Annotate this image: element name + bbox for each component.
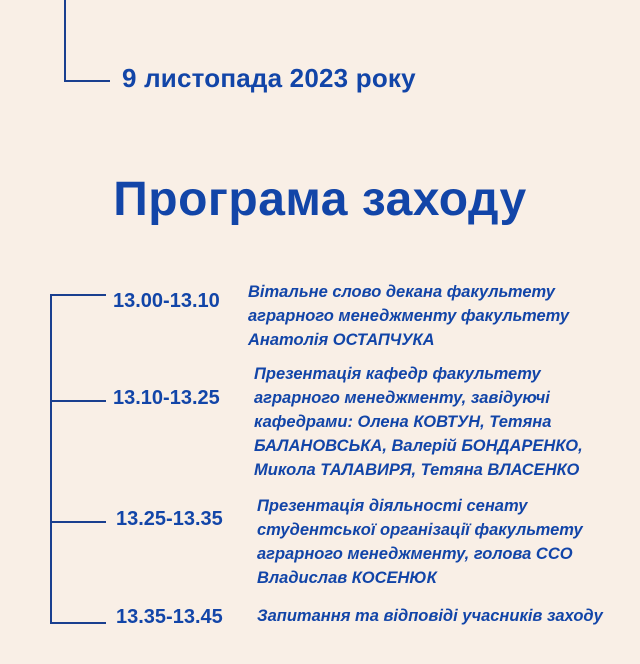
top-horizontal-line <box>64 80 110 82</box>
agenda-desc-2-line-4: БАЛАНОВСЬКА, Валерій БОНДАРЕНКО, <box>254 437 583 455</box>
agenda-time-4: 13.35-13.45 <box>116 606 223 628</box>
agenda-desc-2-line-2: аграрного менеджменту, завідуючі <box>254 389 550 407</box>
agenda-desc-1-line-3: Анатолія ОСТАПЧУКА <box>248 331 435 349</box>
agenda-desc-3-line-4: Владислав КОСЕНЮК <box>257 569 437 587</box>
agenda-time-3: 13.25-13.35 <box>116 508 223 530</box>
timeline-tick-4 <box>50 622 106 624</box>
agenda-desc-3-line-2: студентської організації факультету <box>257 521 583 539</box>
timeline-tick-3 <box>50 521 106 523</box>
agenda-desc-1-line-2: аграрного менеджменту факультету <box>248 307 570 325</box>
event-date: 9 листопада 2023 року <box>122 63 416 93</box>
agenda-desc-2-line-1: Презентація кафедр факультету <box>254 365 541 383</box>
agenda-desc-2-line-3: кафедрами: Олена КОВТУН, Тетяна <box>254 413 552 431</box>
agenda-desc-2-line-5: Микола ТАЛАВИРЯ, Тетяна ВЛАСЕНКО <box>254 461 580 479</box>
agenda-desc-1 <box>248 280 569 352</box>
agenda-desc-3-line-3: аграрного менеджменту, голова ССО <box>257 545 573 563</box>
agenda-desc-4-line-1: Запитання та відповіді учасників заходу <box>257 607 603 625</box>
timeline-tick-1 <box>50 294 106 296</box>
agenda-desc-2 <box>254 362 583 482</box>
timeline-vertical-line <box>50 294 52 624</box>
agenda-time-2: 13.10-13.25 <box>113 387 220 409</box>
page-title: Програма заходу <box>113 173 527 226</box>
agenda-desc-4 <box>257 604 603 628</box>
top-vertical-line <box>64 0 66 82</box>
agenda-time-1: 13.00-13.10 <box>113 290 220 312</box>
agenda-desc-1-line-1: Вітальне слово декана факультету <box>248 283 555 301</box>
agenda-desc-3 <box>257 494 583 590</box>
timeline-tick-2 <box>50 400 106 402</box>
agenda-desc-3-line-1: Презентація діяльності сенату <box>257 497 528 515</box>
